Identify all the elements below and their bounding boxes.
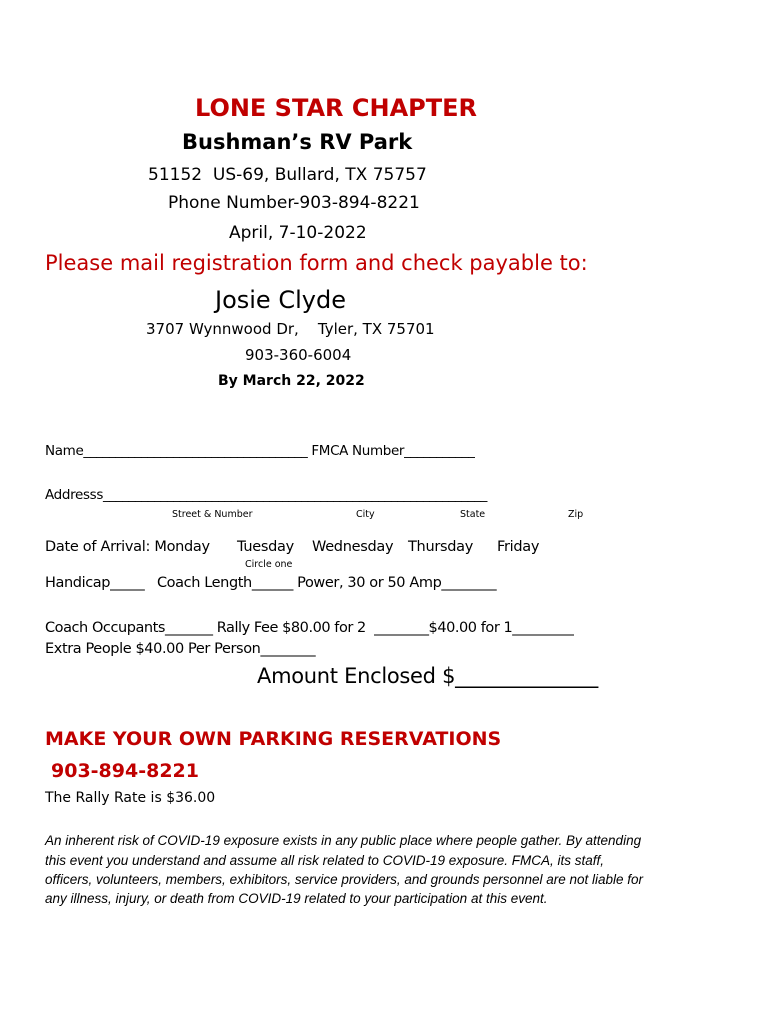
arrival-thursday[interactable]: Thursday [408, 539, 474, 555]
caption-zip: Zip [568, 509, 584, 520]
payee-phone: 903-360-6004 [245, 346, 352, 364]
amount-enclosed-field[interactable]: Amount Enclosed $______________ [257, 664, 598, 688]
parking-heading: MAKE YOUR OWN PARKING RESERVATIONS [45, 728, 502, 750]
handicap-coach-power-field[interactable]: Handicap_____ Coach Length______ Power, 30 or 50 Amp________ [45, 575, 497, 591]
chapter-title: LONE STAR CHAPTER [195, 94, 477, 122]
arrival-tuesday[interactable]: Tuesday [237, 539, 294, 555]
deadline: By March 22, 2022 [218, 373, 365, 389]
arrival-friday[interactable]: Friday [497, 539, 540, 555]
payee-address: 3707 Wynnwood Dr, Tyler, TX 75701 [146, 320, 435, 338]
park-address: 51152 US-69, Bullard, TX 75757 [148, 165, 427, 185]
parking-phone: 903-894-8221 [51, 760, 199, 782]
caption-city: City [356, 509, 375, 520]
address-field[interactable]: Addresss____________________________________________________________ [45, 487, 487, 503]
event-dates: April, 7-10-2022 [229, 223, 367, 243]
park-phone: Phone Number-903-894-8221 [168, 193, 420, 213]
disclaimer-line: officers, volunteers, members, exhibitors, service providers, and grounds personnel are not liable for [45, 872, 644, 887]
mail-instruction: Please mail registration form and check payable to: [45, 251, 588, 275]
disclaimer-line: this event you understand and assume all risk related to COVID-19 exposure. FMCA, its staff, [45, 853, 605, 868]
extra-people-field[interactable]: Extra People $40.00 Per Person________ [45, 641, 316, 657]
rally-rate: The Rally Rate is $36.00 [45, 790, 216, 806]
park-name: Bushman’s RV Park [182, 130, 413, 154]
caption-street: Street & Number [172, 509, 253, 520]
disclaimer-line: any illness, injury, or death from COVID-19 related to your participation at this event. [45, 891, 548, 906]
arrival-wednesday[interactable]: Wednesday [312, 539, 394, 555]
caption-state: State [460, 509, 486, 520]
payee-name: Josie Clyde [215, 286, 346, 314]
circle-one-note: Circle one [245, 559, 293, 570]
disclaimer-line: An inherent risk of COVID-19 exposure exists in any public place where people gather. By attending [45, 833, 642, 848]
occupants-rally-fee-field[interactable]: Coach Occupants_______ Rally Fee $80.00 for 2 ________$40.00 for 1_________ [45, 620, 574, 636]
arrival-monday[interactable]: Date of Arrival: Monday [45, 539, 210, 555]
name-fmca-field[interactable]: Name___________________________________ FMCA Number___________ [45, 443, 475, 459]
